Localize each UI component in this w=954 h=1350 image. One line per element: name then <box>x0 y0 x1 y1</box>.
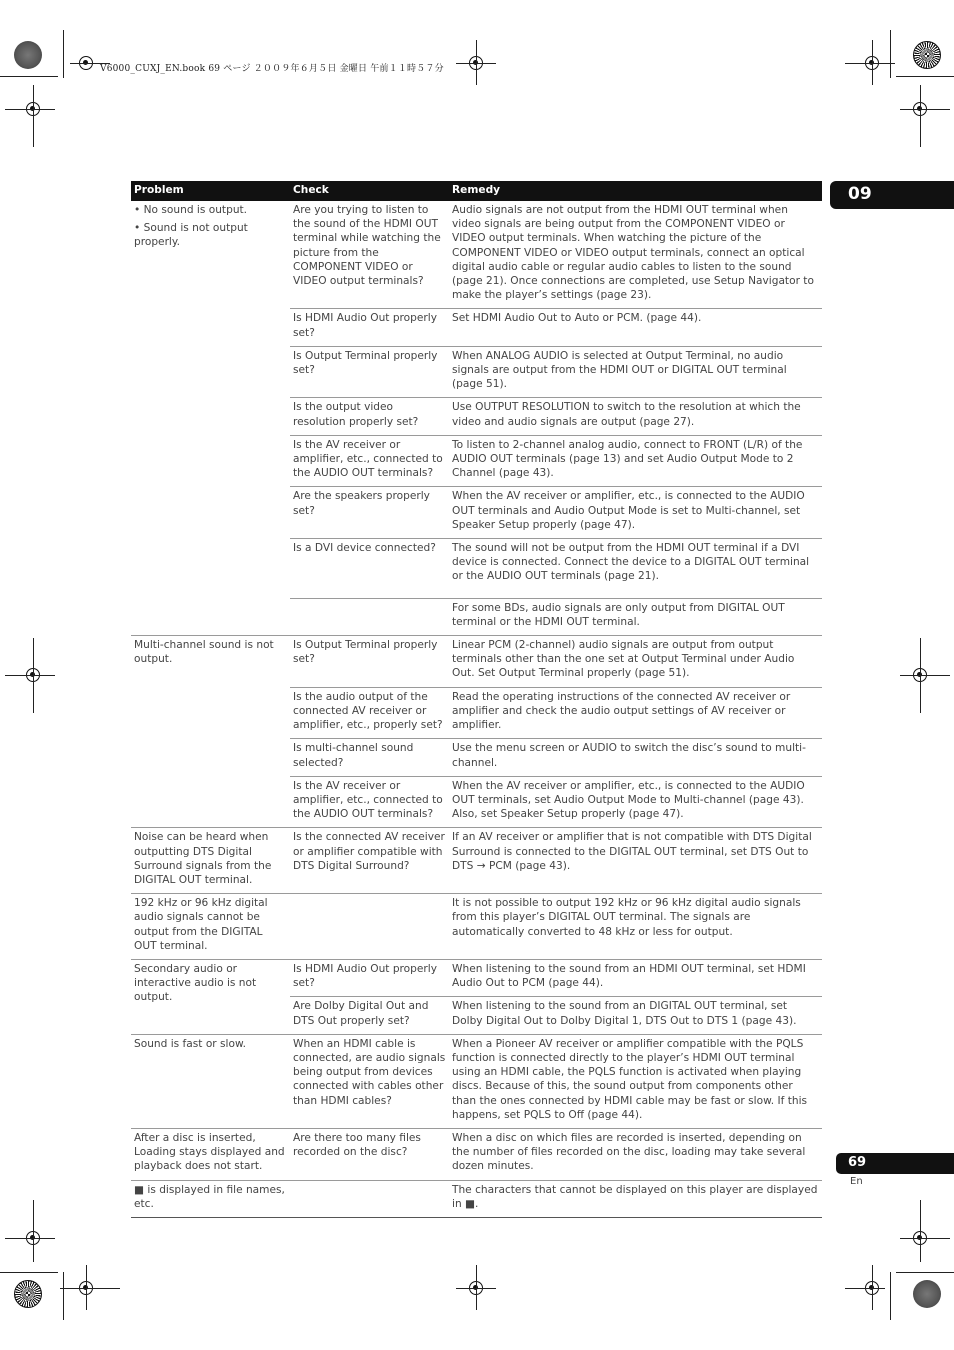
crop-mark <box>63 30 64 78</box>
crop-mark <box>0 1272 58 1273</box>
check-cell: Is the connected AV receiver or amplifier compatible with DTS Digital Surround? <box>290 828 449 894</box>
check-cell: Is the output video resolution properly set? <box>290 398 449 435</box>
problem-cell: Secondary audio or interactive audio is not output. <box>131 959 290 1034</box>
crosshair-line <box>872 40 873 85</box>
crosshair-line <box>845 1288 885 1289</box>
crosshair-line <box>900 1238 950 1239</box>
crop-mark <box>890 30 891 78</box>
check-cell: Is HDMI Audio Out properly set? <box>290 309 449 346</box>
table-row <box>131 894 822 960</box>
problem-cell: ■ is displayed in file names, etc. <box>131 1180 290 1217</box>
check-cell: Is the AV receiver or amplifier, etc., connected to the AUDIO OUT terminals? <box>290 435 449 487</box>
table-row <box>131 828 822 894</box>
remedy-cell: When a disc on which files are recorded is inserted, depending on the number of files recorded on the disc, loading may take several dozen minutes. <box>449 1128 822 1180</box>
remedy-cell: The sound will not be output from the HDMI OUT terminal if a DVI device is connected. Connect the device to a DIGITAL OUT terminal or the AUDIO OUT terminals (page 21). <box>449 539 822 599</box>
remedy-cell: When listening to the sound from an DIGITAL OUT terminal, set Dolby Digital Out to Dolby Digital 1, DTS Out to DTS 1 (page 43). <box>449 997 822 1034</box>
remedy-cell: For some BDs, audio signals are only output from DIGITAL OUT terminal or the HDMI OUT terminal. <box>449 598 822 635</box>
crop-mark <box>890 1272 891 1320</box>
crop-mark <box>0 76 58 77</box>
check-cell: Are Dolby Digital Out and DTS Out properly set? <box>290 997 449 1034</box>
table-row <box>131 201 822 309</box>
crop-mark <box>896 1272 954 1273</box>
problem-cell: Noise can be heard when outputting DTS Digital Surround signals from the DIGITAL OUT terminal. <box>131 828 290 894</box>
crosshair-line <box>5 109 55 110</box>
header-check: Check <box>290 181 449 201</box>
remedy-cell: Set HDMI Audio Out to Auto or PCM. (page 44). <box>449 309 822 346</box>
crosshair-line <box>33 1200 34 1262</box>
remedy-cell: It is not possible to output 192 kHz or 96 kHz digital audio signals from this player’s DIGITAL OUT terminal. The signals are automatically converted to 48 kHz or less for output. <box>449 894 822 960</box>
remedy-cell: When listening to the sound from an HDMI OUT terminal, set HDMI Audio Out to PCM (page 44). <box>449 959 822 996</box>
check-cell: Is the AV receiver or amplifier, etc., connected to the AUDIO OUT terminals? <box>290 776 449 828</box>
crosshair-line <box>86 1265 87 1310</box>
header-problem: Problem <box>131 181 290 201</box>
check-cell: Are you trying to listen to the sound of the HDMI OUT terminal while watching the picture from the COMPONENT VIDEO or VIDEO output terminals? <box>290 201 449 309</box>
table-row <box>131 1128 822 1180</box>
table-header-row <box>131 181 822 201</box>
registration-starburst-icon <box>14 1280 42 1308</box>
crosshair-line <box>920 1200 921 1262</box>
problem-cell: After a disc is inserted, Loading stays displayed and playback does not start. <box>131 1128 290 1180</box>
problem-cell: Multi-channel sound is not output. <box>131 636 290 828</box>
check-cell: Is the audio output of the connected AV receiver or amplifier, etc., properly set? <box>290 687 449 739</box>
problem-cell: Sound is fast or slow. <box>131 1034 290 1128</box>
language-label: En <box>850 1176 863 1187</box>
chapter-number: 09 <box>848 184 872 204</box>
crosshair-line <box>900 109 950 110</box>
problem-cell <box>131 201 290 636</box>
check-cell: Are there too many files recorded on the disc? <box>290 1128 449 1180</box>
check-cell <box>290 598 449 635</box>
crosshair-line <box>920 638 921 713</box>
check-cell: When an HDMI cable is connected, are audio signals being output from devices connected with cables other than HDMI cables? <box>290 1034 449 1128</box>
page-number-tab <box>836 1153 954 1174</box>
crosshair-line <box>920 85 921 147</box>
remedy-cell: Read the operating instructions of the connected AV receiver or amplifier and check the audio output settings of AV receiver or amplifier. <box>449 687 822 739</box>
registration-starburst-icon <box>913 41 941 69</box>
crosshair-line <box>900 675 950 676</box>
troubleshooting-table <box>131 181 822 1218</box>
remedy-cell: Use OUTPUT RESOLUTION to switch to the resolution at which the video and audio signals are output (page 27). <box>449 398 822 435</box>
check-cell: Are the speakers properly set? <box>290 487 449 539</box>
crop-mark <box>896 76 954 77</box>
registration-disc-icon <box>913 1280 941 1308</box>
check-cell <box>290 894 449 960</box>
crosshair-line <box>845 63 895 64</box>
crosshair-line <box>33 85 34 147</box>
header-remedy: Remedy <box>449 181 822 201</box>
crosshair-line <box>476 40 477 85</box>
table-row <box>131 1180 822 1217</box>
check-cell: Is HDMI Audio Out properly set? <box>290 959 449 996</box>
print-header-note: V6000_CUXJ_EN.book 69 ページ ２００９年６月５日 金曜日 午前１１時５７分 <box>100 64 444 74</box>
remedy-cell: When the AV receiver or amplifier, etc., is connected to the AUDIO OUT terminals, set Audio Output Mode to Multi-channel (page 43). Also, set Speaker Setup properly (page 47). <box>449 776 822 828</box>
table-row <box>131 636 822 688</box>
problem-text: • Sound is not output properly. <box>134 222 248 249</box>
remedy-cell: To listen to 2-channel analog audio, connect to FRONT (L/R) of the AUDIO OUT terminals (page 13) and set Audio Output Mode to 2 Channel (page 43). <box>449 435 822 487</box>
remedy-cell: The characters that cannot be displayed on this player are displayed in ■. <box>449 1180 822 1217</box>
registration-disc-icon <box>14 41 42 69</box>
crosshair-line <box>33 638 34 713</box>
check-cell: Is multi-channel sound selected? <box>290 739 449 776</box>
remedy-cell: Audio signals are not output from the HDMI OUT terminal when video signals are being output from the COMPONENT VIDEO or VIDEO output terminals. When watching the picture of the COMPONENT VIDEO or VIDEO output terminals, connect an optical digital audio cable or regular audio cables to listen to the sound (page 21). Once connections are completed, use Setup Navigator to make the player’s settings (page 23). <box>449 201 822 309</box>
crop-mark <box>63 1272 64 1320</box>
remedy-cell: If an AV receiver or amplifier that is not compatible with DTS Digital Surround is connected to the DIGITAL OUT terminal, set DTS Out to DTS → PCM (page 43). <box>449 828 822 894</box>
remedy-cell: When the AV receiver or amplifier, etc., is connected to the AUDIO OUT terminals and Audio Output Mode is set to Multi-channel, set Speaker Setup properly (page 47). <box>449 487 822 539</box>
problem-text: • No sound is output. <box>134 204 248 216</box>
check-cell: Is Output Terminal properly set? <box>290 636 449 688</box>
remedy-cell: Linear PCM (2-channel) audio signals are output from output terminals other than the one set at Output Terminal under Audio Out. Set Output Terminal properly (page 51). <box>449 636 822 688</box>
chapter-tab <box>830 181 954 209</box>
page-number: 69 <box>848 1155 867 1170</box>
check-cell: Is Output Terminal properly set? <box>290 346 449 398</box>
crosshair-line <box>476 1265 477 1310</box>
remedy-cell: When ANALOG AUDIO is selected at Output Terminal, no audio signals are output from the HDMI OUT or DIGITAL OUT terminal (page 51). <box>449 346 822 398</box>
remedy-cell: When a Pioneer AV receiver or amplifier compatible with the PQLS function is connected directly to the player’s HDMI OUT terminal using an HDMI cable, the PQLS function is activated when playing discs. Because of this, the sound output from components other than the ones connected by HDMI cable may be fast or slow. If this happens, set PQLS to Off (page 44). <box>449 1034 822 1128</box>
problem-cell: 192 kHz or 96 kHz digital audio signals cannot be output from the DIGITAL OUT terminal. <box>131 894 290 960</box>
crosshair-line <box>5 675 55 676</box>
table-row <box>131 1034 822 1128</box>
remedy-cell: Use the menu screen or AUDIO to switch the disc’s sound to multi-channel. <box>449 739 822 776</box>
table-row <box>131 959 822 996</box>
crosshair-line <box>60 1288 120 1289</box>
check-cell <box>290 1180 449 1217</box>
crosshair-line <box>872 1265 873 1310</box>
check-cell: Is a DVI device connected? <box>290 539 449 599</box>
crosshair-line <box>5 1238 55 1239</box>
